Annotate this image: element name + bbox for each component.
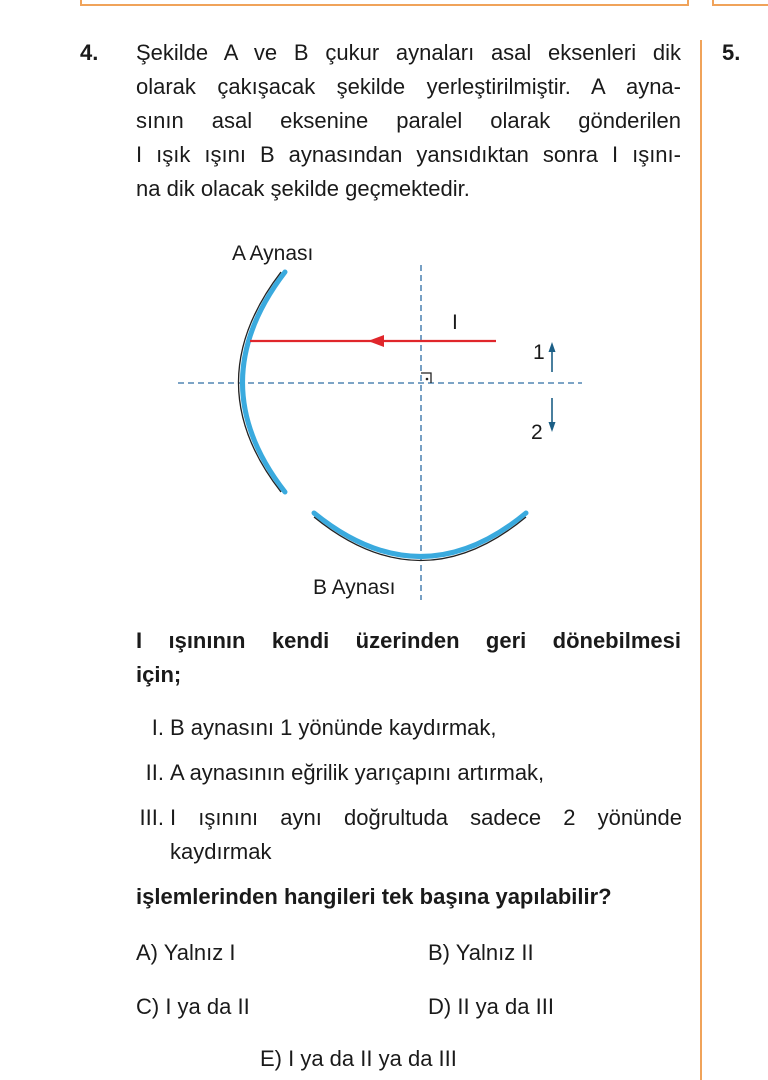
right-angle-dot — [426, 378, 429, 381]
ray-arrowhead — [368, 335, 384, 347]
statement-text-continued: kaydırmak — [170, 839, 272, 864]
statement-text: A aynasının eğrilik yarıçapını artırmak, — [170, 760, 545, 785]
mirror-a-label: A Aynası — [232, 242, 314, 265]
statement-number: I. — [151, 715, 164, 740]
prompt-line: I ışınının kendi üzerinden geri dönebilmesi — [136, 628, 681, 653]
stem-line: I ışık ışını B aynasından yansıdıktan sonra I ışını- — [136, 142, 681, 167]
mirror-a — [243, 272, 286, 492]
option-c[interactable]: C) I ya da II — [136, 994, 250, 1019]
question-prompt — [136, 624, 681, 692]
option-e[interactable]: E) I ya da II ya da III — [260, 1046, 457, 1071]
statement-number: III. — [139, 805, 164, 830]
stem-line: na dik olacak şekilde geçmektedir. — [136, 176, 470, 201]
option-d[interactable]: D) II ya da III — [428, 994, 554, 1019]
direction-2-arrowhead — [549, 422, 556, 432]
stem-line: Şekilde A ve B çukur aynaları asal eksenleri dik — [136, 40, 681, 65]
prompt-line: için; — [136, 662, 182, 687]
mirror-b — [314, 513, 526, 557]
direction-2-label: 2 — [531, 421, 543, 444]
right-angle-marker — [421, 373, 431, 383]
mirror-b-label: B Aynası — [313, 576, 396, 599]
direction-1-label: 1 — [533, 341, 545, 364]
statement-text: I ışınını aynı doğrultuda sadece 2 yönünde — [170, 805, 682, 830]
question-number: 4. — [80, 40, 99, 65]
stem-line: sının asal eksenine paralel olarak gönderilen — [136, 108, 681, 133]
ray-label: I — [452, 311, 458, 334]
next-question-number: 5. — [722, 40, 741, 65]
stem-line: olarak çakışacak şekilde yerleştirilmiştir. A ayna- — [136, 74, 681, 99]
option-a[interactable]: A) Yalnız I — [136, 940, 236, 965]
statement-text: B aynasını 1 yönünde kaydırmak, — [170, 715, 497, 740]
statement-number: II. — [145, 760, 164, 785]
question-ask: işlemlerinden hangileri tek başına yapılabilir? — [136, 884, 612, 909]
option-b[interactable]: B) Yalnız II — [428, 940, 534, 965]
direction-1-arrowhead — [549, 342, 556, 352]
